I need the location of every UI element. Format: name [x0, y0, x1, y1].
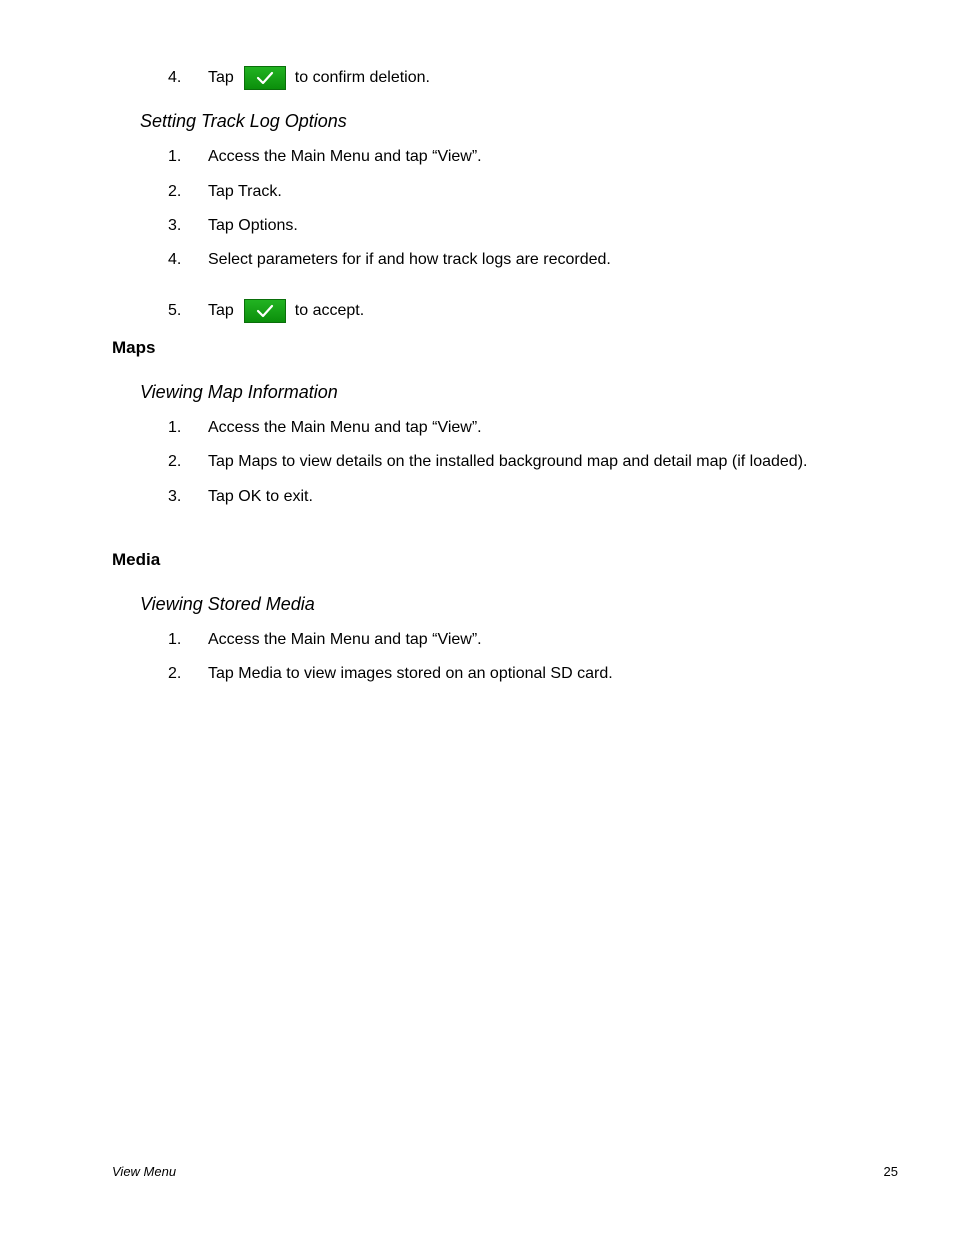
- list-item: [168, 182, 282, 202]
- list-item: [168, 216, 298, 236]
- accept-step: [168, 299, 364, 323]
- list-item: [168, 630, 482, 650]
- list-item: [168, 664, 613, 684]
- step-number: 2.: [168, 183, 182, 200]
- step-text: Tap Track.: [208, 183, 282, 200]
- list-item: [168, 147, 482, 167]
- confirm-button-image: [244, 299, 286, 323]
- step-text: Access the Main Menu and tap “View”.: [208, 148, 482, 165]
- checkmark-icon: [256, 70, 274, 86]
- checkmark-icon: [256, 303, 274, 319]
- maps-subheading: Viewing Map Information: [140, 382, 338, 402]
- media-heading: Media: [112, 550, 161, 569]
- confirm-button-image: [244, 66, 286, 90]
- step-number: 4.: [168, 69, 182, 86]
- step-number: 1.: [168, 148, 182, 165]
- step-number: 5.: [168, 302, 182, 319]
- footer-section-name: View Menu: [112, 1164, 177, 1179]
- page-number: 25: [883, 1164, 898, 1179]
- step-text: Tap OK to exit.: [208, 488, 313, 505]
- list-item: [168, 452, 807, 472]
- track-log-subheading: Setting Track Log Options: [140, 111, 347, 131]
- step-prefix: Tap: [208, 69, 234, 86]
- step-text: Select parameters for if and how track logs are recorded.: [208, 251, 611, 268]
- step-number: 4.: [168, 251, 182, 268]
- step-number: 1.: [168, 631, 182, 648]
- step-text: Access the Main Menu and tap “View”.: [208, 631, 482, 648]
- step-number: 2.: [168, 665, 182, 682]
- maps-heading: Maps: [112, 338, 156, 357]
- list-item: [168, 250, 611, 270]
- step-number: 3.: [168, 217, 182, 234]
- list-item: [168, 418, 482, 438]
- step-prefix: Tap: [208, 302, 234, 319]
- delete-confirm-step: [168, 66, 430, 90]
- media-subheading: Viewing Stored Media: [140, 594, 315, 614]
- step-text: Access the Main Menu and tap “View”.: [208, 419, 482, 436]
- step-suffix: to accept.: [294, 302, 365, 319]
- step-text: Tap Maps to view details on the installed background map and detail map (if loaded).: [208, 453, 808, 470]
- step-text: Tap Options.: [208, 217, 298, 234]
- step-number: 1.: [168, 419, 182, 436]
- step-suffix: to confirm deletion.: [294, 69, 430, 86]
- step-number: 2.: [168, 453, 182, 470]
- list-item: [168, 487, 313, 507]
- step-number: 3.: [168, 488, 182, 505]
- step-text: Tap Media to view images stored on an optional SD card.: [208, 665, 613, 682]
